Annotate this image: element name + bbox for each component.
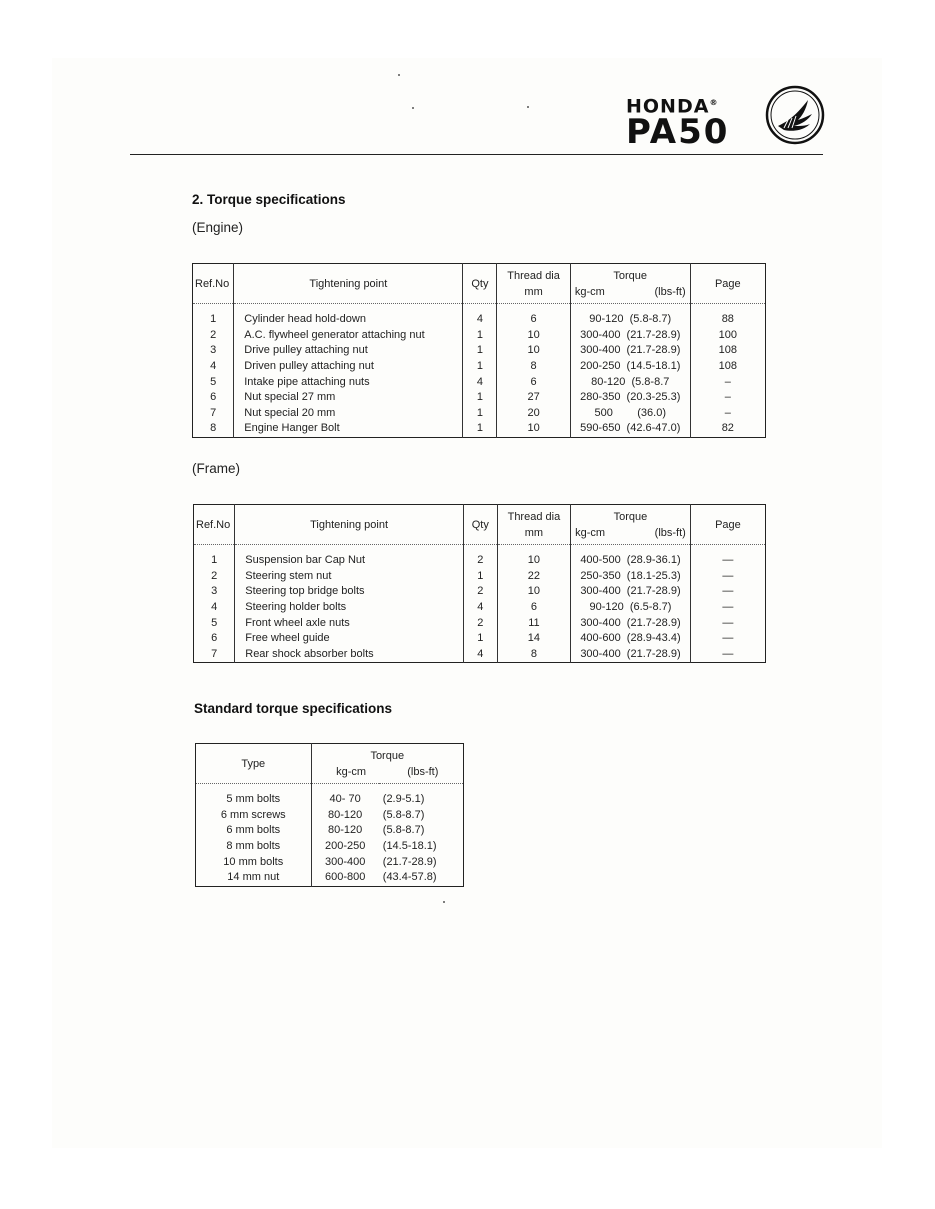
- brand-make: HONDA®: [626, 95, 719, 118]
- kg-cm-cell: 600-800: [324, 871, 366, 884]
- page-cell: –: [724, 406, 731, 419]
- thread-dia-cell: 20: [497, 406, 571, 422]
- brand-model: PA50: [626, 112, 730, 153]
- kg-cm-cell: 40- 70: [329, 793, 361, 806]
- page-cell: –: [724, 391, 731, 404]
- ref-cell: 4: [193, 359, 234, 375]
- ref-cell: 5: [194, 615, 235, 631]
- thread-dia-cell: 6: [497, 374, 571, 390]
- table-row: [196, 870, 464, 886]
- table-row: [196, 823, 464, 839]
- qty-cell: 4: [463, 304, 497, 328]
- qty-cell: 1: [463, 328, 497, 344]
- table-row: [196, 808, 464, 824]
- qty-cell: 1: [463, 421, 497, 437]
- thread-dia-cell: 10: [497, 343, 571, 359]
- table-row: [194, 615, 766, 631]
- page-cell: —: [722, 601, 734, 614]
- table-row: [193, 343, 766, 359]
- table-row: [193, 374, 766, 390]
- thread-dia-cell: 10: [497, 545, 570, 569]
- scan-speck: [443, 901, 445, 903]
- col-qty: Qty: [463, 264, 497, 304]
- qty-cell: 4: [463, 600, 497, 616]
- engine-caption: (Engine): [192, 220, 244, 235]
- ref-cell: 2: [193, 328, 234, 344]
- ref-cell: 6: [194, 631, 235, 647]
- ref-cell: 2: [194, 569, 235, 585]
- tightening-point-cell: Steering holder bolts: [235, 600, 464, 616]
- torque-cell: 250-350 (18.1-25.3): [571, 569, 691, 585]
- table-row: [193, 359, 766, 375]
- thread-dia-cell: 22: [497, 569, 570, 585]
- table-row: [194, 569, 766, 585]
- type-cell: 10 mm bolts: [196, 854, 312, 870]
- tightening-point-cell: Rear shock absorber bolts: [235, 647, 464, 663]
- col-torque: Torque kg-cm (lbs-ft): [570, 264, 690, 304]
- col-torque: Torque kg-cm (lbs-ft): [571, 505, 691, 545]
- torque-cell: 300-400 (21.7-28.9): [571, 615, 691, 631]
- ref-cell: 7: [193, 406, 234, 422]
- tightening-point-cell: Driven pulley attaching nut: [234, 359, 463, 375]
- qty-cell: 1: [463, 390, 497, 406]
- page-cell: —: [722, 647, 734, 660]
- qty-cell: 1: [463, 569, 497, 585]
- table-row: [194, 584, 766, 600]
- table-row: [193, 304, 766, 328]
- thread-dia-cell: 14: [497, 631, 570, 647]
- col-type: Type: [196, 744, 312, 784]
- col-kg-cm: kg-cm: [575, 526, 606, 539]
- kg-cm-cell: 300-400: [324, 855, 366, 868]
- thread-dia-cell: 6: [497, 600, 570, 616]
- table-row: [196, 839, 464, 855]
- tightening-point-cell: Drive pulley attaching nut: [234, 343, 463, 359]
- table-row: [193, 328, 766, 344]
- col-page: Page: [690, 264, 765, 304]
- thread-dia-cell: 10: [497, 421, 571, 437]
- page-cell: –: [724, 375, 731, 388]
- torque-cell: 90-120 (6.5-8.7): [571, 600, 691, 616]
- page-cell: 108: [718, 344, 737, 357]
- torque-cell: 590-650 (42.6-47.0): [570, 421, 690, 437]
- ref-cell: 4: [194, 600, 235, 616]
- type-cell: 6 mm screws: [196, 808, 312, 824]
- col-ref: Ref.No: [193, 264, 234, 304]
- ref-cell: 3: [194, 584, 235, 600]
- kg-cm-cell: 80-120: [328, 824, 363, 837]
- standard-title: Standard torque specifications: [194, 701, 393, 716]
- table-row: [196, 854, 464, 870]
- table-row: [196, 784, 464, 808]
- type-cell: 14 mm nut: [196, 870, 312, 886]
- torque-cell: 300-400 (21.7-28.9): [570, 328, 690, 344]
- torque-cell: 300-400 (21.7-28.9): [571, 647, 691, 663]
- tightening-point-cell: Nut special 27 mm: [234, 390, 463, 406]
- section-title: 2. Torque specifications: [192, 192, 346, 207]
- page-cell: —: [722, 554, 734, 567]
- ref-cell: 8: [193, 421, 234, 437]
- qty-cell: 4: [463, 374, 497, 390]
- tightening-point-cell: A.C. flywheel generator attaching nut: [234, 328, 463, 344]
- type-cell: 6 mm bolts: [196, 823, 312, 839]
- thread-dia-cell: 8: [497, 647, 570, 663]
- lbs-ft-cell: (5.8-8.7): [382, 824, 425, 837]
- type-cell: 8 mm bolts: [196, 839, 312, 855]
- torque-cell: 200-250 (14.5-18.1): [570, 359, 690, 375]
- col-kg-cm: kg-cm: [574, 285, 605, 298]
- col-lbs-ft: (lbs-ft): [654, 526, 686, 539]
- thread-dia-cell: 10: [497, 584, 570, 600]
- tightening-point-cell: Steering stem nut: [235, 569, 464, 585]
- ref-cell: 7: [194, 647, 235, 663]
- kg-cm-cell: 200-250: [324, 840, 366, 853]
- scan-speck: [412, 107, 414, 109]
- col-kg-cm: kg-cm: [336, 765, 367, 778]
- tightening-point-cell: Intake pipe attaching nuts: [234, 374, 463, 390]
- qty-cell: 1: [463, 631, 497, 647]
- thread-dia-cell: 8: [497, 359, 571, 375]
- col-lbs-ft: (lbs-ft): [654, 285, 686, 298]
- col-lbs-ft: (lbs-ft): [407, 765, 439, 778]
- torque-cell: 500 (36.0): [570, 406, 690, 422]
- page-cell: —: [722, 632, 734, 645]
- standard-torque-table: [195, 743, 464, 887]
- brand-header: [626, 93, 730, 153]
- ref-cell: 5: [193, 374, 234, 390]
- scan-speck: [527, 106, 529, 108]
- torque-cell: 80-120 (5.8-8.7: [570, 374, 690, 390]
- honda-wing-logo-icon: [764, 84, 826, 146]
- table-row: [194, 647, 766, 663]
- tightening-point-cell: Steering top bridge bolts: [235, 584, 464, 600]
- thread-dia-cell: 11: [497, 615, 570, 631]
- page-cell: —: [722, 616, 734, 629]
- type-cell: 5 mm bolts: [196, 784, 312, 808]
- lbs-ft-cell: (21.7-28.9): [382, 855, 437, 868]
- torque-cell: 300-400 (21.7-28.9): [571, 584, 691, 600]
- page-cell: 100: [718, 328, 737, 341]
- qty-cell: 1: [463, 343, 497, 359]
- frame-torque-table: [193, 504, 766, 663]
- header-rule: [130, 154, 823, 155]
- kg-cm-cell: 80-120: [328, 808, 363, 821]
- scan-speck: [398, 74, 400, 76]
- lbs-ft-cell: (2.9-5.1): [382, 793, 425, 806]
- table-row: [193, 406, 766, 422]
- page-cell: 88: [721, 313, 734, 326]
- col-thread-dia: Thread dia mm: [497, 264, 571, 304]
- table-row: [193, 421, 766, 437]
- tightening-point-cell: Free wheel guide: [235, 631, 464, 647]
- table-row: [194, 545, 766, 569]
- frame-caption: (Frame): [192, 461, 240, 476]
- tightening-point-cell: Engine Hanger Bolt: [234, 421, 463, 437]
- tightening-point-cell: Suspension bar Cap Nut: [235, 545, 464, 569]
- lbs-ft-cell: (5.8-8.7): [382, 808, 425, 821]
- ref-cell: 6: [193, 390, 234, 406]
- qty-cell: 2: [463, 545, 497, 569]
- tightening-point-cell: Cylinder head hold-down: [234, 304, 463, 328]
- torque-cell: 400-600 (28.9-43.4): [571, 631, 691, 647]
- page-cell: 108: [718, 360, 737, 373]
- ref-cell: 1: [193, 304, 234, 328]
- torque-cell: 280-350 (20.3-25.3): [570, 390, 690, 406]
- tightening-point-cell: Front wheel axle nuts: [235, 615, 464, 631]
- col-thread-dia: Thread dia mm: [497, 505, 570, 545]
- col-tightening-point: Tightening point: [234, 264, 463, 304]
- qty-cell: 2: [463, 615, 497, 631]
- table-row: [194, 600, 766, 616]
- page-cell: 82: [721, 422, 734, 435]
- torque-cell: 90-120 (5.8-8.7): [570, 304, 690, 328]
- qty-cell: 4: [463, 647, 497, 663]
- qty-cell: 1: [463, 359, 497, 375]
- table-row: [194, 631, 766, 647]
- tightening-point-cell: Nut special 20 mm: [234, 406, 463, 422]
- page-cell: —: [722, 585, 734, 598]
- col-qty: Qty: [463, 505, 497, 545]
- lbs-ft-cell: (43.4-57.8): [382, 871, 437, 884]
- lbs-ft-cell: (14.5-18.1): [382, 840, 437, 853]
- torque-cell: 400-500 (28.9-36.1): [571, 545, 691, 569]
- table-row: [193, 390, 766, 406]
- engine-torque-table: [192, 263, 766, 438]
- ref-cell: 3: [193, 343, 234, 359]
- qty-cell: 2: [463, 584, 497, 600]
- col-torque: Torque kg-cm (lbs-ft): [311, 744, 463, 784]
- thread-dia-cell: 6: [497, 304, 571, 328]
- qty-cell: 1: [463, 406, 497, 422]
- thread-dia-cell: 10: [497, 328, 571, 344]
- col-ref: Ref.No: [194, 505, 235, 545]
- col-page: Page: [690, 505, 765, 545]
- torque-cell: 300-400 (21.7-28.9): [570, 343, 690, 359]
- col-tightening-point: Tightening point: [235, 505, 464, 545]
- thread-dia-cell: 27: [497, 390, 571, 406]
- page-cell: —: [722, 569, 734, 582]
- ref-cell: 1: [194, 545, 235, 569]
